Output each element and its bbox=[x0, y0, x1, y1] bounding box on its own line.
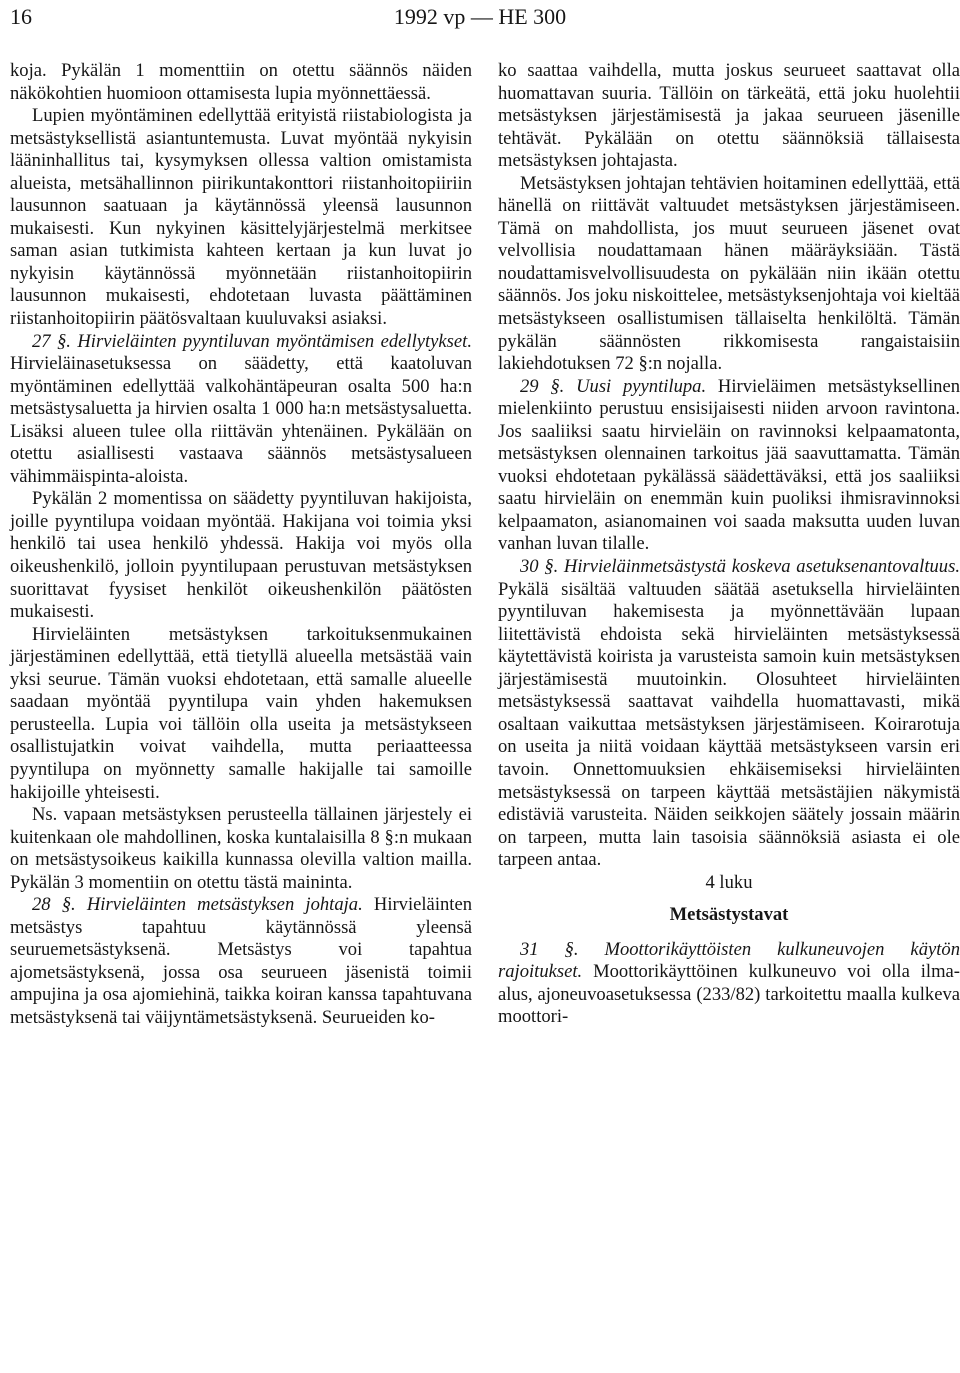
paragraph: ko saattaa vaihdella, mutta joskus seurueet saattavat olla huomattavan suuria. Tällöin on tärkeätä, että joku huolehtii metsästyksen järjestämisestä ja jakaa seurueen jäsenille tehtävät. Pykälään on otettu säännöksiä tällaisesta metsästyksen johtajasta. bbox=[498, 60, 960, 172]
section-heading: 28 §. Hirvieläinten metsästyksen johtaja. bbox=[32, 894, 363, 916]
chapter-title: Metsästystavat bbox=[669, 904, 789, 926]
section-31 bbox=[498, 939, 960, 1029]
section-heading: 30 §. Hirvieläinmetsästystä koskeva asetuksenantovaltuus. bbox=[520, 556, 960, 578]
paragraph: koja. Pykälän 1 momenttiin on otettu säännös näiden näkökohtien huomioon ottamisesta lupia myönnettäessä. bbox=[10, 60, 472, 104]
chapter-heading bbox=[498, 872, 960, 927]
page-header bbox=[0, 0, 960, 34]
paragraph: Metsästyksen johtajan tehtävien hoitaminen edellyttää, että hänellä on riittävät valtuudet metsästyksen järjestämiseen. Tämä on mahdollista, jos muut seurueen jäsenet ovat velvollisia noudattamaan hänen määräyksiään. Tästä noudattamisvelvollisuudesta on pykälään niin ikään otettu säännös. Jos joku niskoittelee, metsästyksenjohtaja voi kieltää metsästykseen osallistumisen tällaiselta henkilöltä. Tämän pykälän säännösten rikkomisesta rangaistaisiin lakiehdotuksen 72 §:n nojalla. bbox=[498, 172, 960, 375]
left-column bbox=[10, 60, 472, 1030]
section-27 bbox=[10, 331, 472, 489]
section-text: Hirvieläinasetuksessa on säädetty, että kaatoluvan myöntäminen edellyttää valkohäntäpeuran osalta 500 ha:n metsästysaluetta ja hirvien osalta 1 000 ha:n metsästysaluetta. Lisäksi alueen tulee olla riittävän yhtenäinen. Pykälään on otettu asiallisesti vastaava säännös metsästysalueen vähimmäispinta-aloista. bbox=[10, 353, 472, 487]
paragraph: Lupien myöntäminen edellyttää erityistä riistabiologista ja metsästyksellistä asiantuntemusta. Luvat myöntää nykyisin lääninhallitus tai, kysymyksen ollessa valtion omistamista alueista, metsähallinnon piirikuntakonttori riistanhoitopiiriin lausunnon saatuaan ja käytännössä yleensä lausunnon mukaisesti. Kun nykyinen käsittelyjärjestelmä merkitsee saman asian tutkimista kahteen kertaan ja kun luvat jo nykyisin käytännössä myönnetään riistanhoitopiirin lausunnon mukaisesti, ehdotetaan luvasta päättäminen riistanhoitopiirin päätösvaltaan kuuluvaksi asiaksi. bbox=[10, 105, 472, 330]
running-head: 1992 vp — HE 300 bbox=[393, 4, 567, 29]
page-number: 16 bbox=[10, 4, 32, 29]
right-column bbox=[498, 60, 960, 1029]
paragraph: Pykälän 2 momentissa on säädetty pyyntiluvan hakijoista, joille pyyntilupa voidaan myöntää. Hakijana voi toimia yksi henkilö tai usea henkilö yhdessä. Hakija voi myös olla oikeushenkilö, jolloin pyyntilupaan perustuvan metsästyksen suorittavat fyysiset henkilöt oikeushenkilön päätösten mukaisesti. bbox=[10, 488, 472, 623]
section-text: Hirvieläimen metsästyksellinen mielenkiinto perustuu ensisijaisesti niiden arvoon ravintona. Jos saaliiksi saatu hirvieläin on ravinnoksi kelpaamatonta, metsästyksen olennainen tarkoitus jää saavuttamatta. Tämän vuoksi ehdotetaan pykälässä säädettäväksi, että jos saaliiksi saatu hirvieläin on enemmän kuin puoliksi ihmisravinnoksi kelpaamaton, asianomainen voi saada maksutta uuden luvan vanhan luvan tilalle. bbox=[498, 375, 960, 555]
paragraph: Hirvieläinten metsästyksen tarkoituksenmukainen järjestäminen edellyttää, että tietyllä alueella metsästää vain yksi seurue. Tämän vuoksi ehdotetaan, että samalle alueelle saadaan myöntää pyyntilupa vain yhden hakemuksen perusteella. Lupia voi tällöin olla useita ja metsästykseen osallistujatkin voivat vaihdella, mutta periaatteessa pyyntilupa on myönnetty samalle hakijalle tai samoille hakijoille yhteisesti. bbox=[10, 623, 472, 803]
section-28 bbox=[10, 894, 472, 1029]
section-heading: 29 §. Uusi pyyntilupa. bbox=[520, 375, 707, 397]
section-text: Pykälä sisältää valtuuden säätää asetuksella hirvieläinten pyyntiluvan hakemisesta ja myönnettävään lupaan liitettävistä ehdoista sekä hirvieläinten metsästyksessä käytettävistä koirista ja varusteista samoin kuin metsästyksen järjestämisestä muutoinkin. Olosuhteet hirvieläinten metsästyksessä saattavat vaihdella huomattavasti, mikä osaltaan vaikuttaa metsästyksen järjestämiseen. Koirarotuja on useita ja niitä voidaan käyttää metsästykseen varsin eri tavoin. Onnettomuuksien ehkäisemiseksi hirvieläinten metsästyksessä on tarpeen käyttää metsästäjien näkymistä edistäviä varusteita. Näiden seikkojen säätely jossain määrin on tarpeen, mutta lain tasoisia säännöksiä asiasta ei ole tarpeen antaa. bbox=[498, 578, 960, 871]
section-30 bbox=[498, 556, 960, 872]
section-heading: 31 §. Moottorikäyttöisten kulkuneuvojen käytön rajoitukset. bbox=[498, 938, 960, 983]
chapter-number: 4 luku bbox=[705, 871, 753, 893]
section-text: Moottorikäyttöinen kulkuneuvo voi olla ilma-alus, ajoneuvoasetuksessa (233/82) tarkoitettu maalla kulkeva moottori- bbox=[498, 961, 960, 1028]
section-heading: 27 §. Hirvieläinten pyyntiluvan myöntämisen edellytykset. bbox=[32, 330, 472, 352]
section-29 bbox=[498, 376, 960, 556]
paragraph: Ns. vapaan metsästyksen perusteella tällainen järjestely ei kuitenkaan ole mahdollinen, koska kuntalaisilla 8 §:n mukaan on metsästysoikeus kaikilla kunnassa olevilla valtion mailla. Pykälän 3 momentiin on otettu tästä maininta. bbox=[10, 804, 472, 893]
section-text: Hirvieläinten metsästys tapahtuu käytännössä yleensä seuruemetsästyksenä. Metsästys voi tapahtua ajometsästyksenä, jossa osa seurueen jäsenistä toimii ampujina ja osa ajomiehinä, taikka koiran kanssa tapahtuvana metsästyksenä tai väijyntämetsästyksenä. Seurueiden ko- bbox=[10, 894, 472, 1028]
